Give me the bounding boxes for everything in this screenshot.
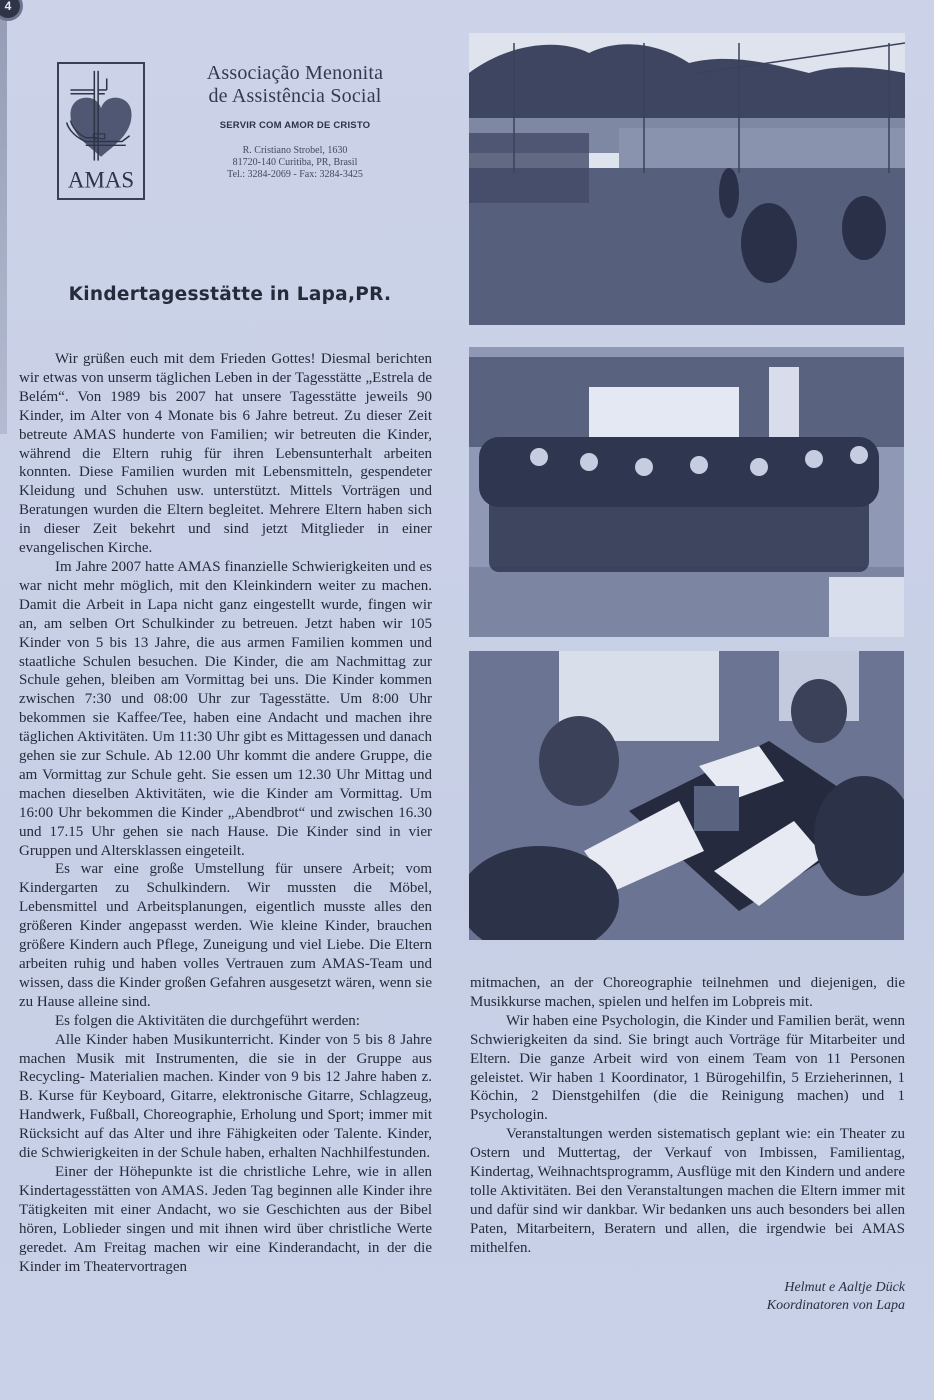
paragraph: Es war eine große Umstellung für unsere Arbeit; vom Kindergarten zu Schulkindern. Wir mussten die Möbel, Lebensmittel und Arbeitsplanungen, eigentlich musste alles den größeren Kinder angepasst werden. Wie kleine Kinder, brauchen größere Kindern auch Pflege, Zuneigung und viel Liebe. Die Eltern arbeiten ruhig und haben volles Vertrauen zum AMAS-Team und wissen, dass die Kinder großen Gefahren ausgesetzt wären, wenn sie zu Hause alleine sind. bbox=[19, 861, 432, 1010]
paragraph: Im Jahre 2007 hatte AMAS finanzielle Schwierigkeiten und es war nicht mehr möglich, mit den Kleinkindern weiter zu machen. Damit die Arbeit in Lapa nicht ganz eingestellt wurde, fingen wir an, am selben Ort Schulkinder zu betreuen. Jetzt haben wir 105 Kinder von 5 bis 13 Jahre, die aus armen Familien kommen und staatliche Schulen besuchen. Die Kinder, die am Nachmittag zur Schule gehen, bleiben am Vormittag bei uns. Die Kinder kommen zwischen 7:30 und 08:00 Uhr zur Tagesstätte. Um 8:00 Uhr bekommen sie Kaffee/Tee, haben eine Andacht und machen ihre täglichen Aktivitäten. Um 11:30 Uhr gibt es Mittagessen und danach gehen sie zur Schule. Ab 12.00 Uhr kommt die andere Gruppe, die am Vormittag zur Schule geht. Sie essen um 12.30 Uhr Mittag und machen dieselben Aktivitäten, wie die Kinder am Vormittag. Um 16:00 Uhr bekommen die Kinder „Abendbrot“ und zwischen 16.30 und 17.15 Uhr gehen sie nach Hause. Die Kinder sind in vier Gruppen und Altersklassen eingeteilt. bbox=[19, 558, 432, 859]
article-right-column bbox=[470, 974, 905, 1258]
paragraph: Es folgen die Aktivitäten die durchgeführt werden: bbox=[55, 1012, 360, 1029]
article-title: Kindertagesstätte in Lapa,PR. bbox=[68, 284, 392, 305]
paragraph: Alle Kinder haben Musikunterricht. Kinder von 5 bis 8 Jahre machen Musik mit Instrumenten, die sie in der Gruppe aus Recycling- Materialien machen. Kinder von 9 bis 12 Jahre haben z. B. Kurse für Keyboard, Gitarre, elektronische Gitarre, Schlagzeug, Handwerk, Fußball, Choreographie, Erholung und Sport; immer mit Rücksicht auf das Alter und ihre Fähigkeiten oder Talente. Kinder, die Schwierigkeiten in der Schule haben, erhalten Nachhilfestunden. bbox=[19, 1031, 432, 1162]
organization-header bbox=[150, 62, 440, 181]
page-edge-bar bbox=[0, 14, 7, 434]
paragraph: Wir haben eine Psychologin, die Kinder und Familien berät, wenn Schwierigkeiten da sind. Sie bringt auch Vorträge für Mitarbeiter und Eltern. Die ganze Arbeit wird von einem Team von 11 Personen geleistet. Wir haben 1 Koordinator, 1 Bürogehilfin, 5 Erzieherinnen, 1 Köchin, 2 Dienstgehilfen (die die Reinigung machen) und 1 Psychologin. bbox=[470, 1012, 905, 1124]
paragraph: Wir grüßen euch mit dem Frieden Gottes! Diesmal berichten wir etwas von unserm täglichen Leben in der Tagesstätte „Estrela de Belém“. Von 1989 bis 2007 hat unsere Tagesstätte jeweils 90 Kinder, im Alter von 4 Monate bis 6 Jahre betreut. Zu dieser Zeit betreute AMAS hunderte von Familien; wir betreuten die Kinder, während die Eltern ruhig für ihren Lebensunterhalt arbeiten konnten. Diese Familien wurden mit Lebensmitteln, gespendeter Kleidung und Schuhen usw. unterstützt. Mittels Vorträgen und Beratungen wurden die Eltern begleitet. Mehrere Eltern haben sich in dieser Zeit bekehrt und sind jetzt Mitglieder in einer evangelischen Kirche. bbox=[19, 351, 432, 557]
amas-logo bbox=[57, 62, 145, 200]
address-street: R. Cristiano Strobel, 1630 bbox=[242, 145, 348, 156]
photo-group-children-image bbox=[469, 347, 904, 637]
page-number-badge: 4 bbox=[0, 0, 20, 18]
svg-text:AMAS: AMAS bbox=[67, 167, 135, 193]
address-phone: Tel.: 3284-2069 - Fax: 3284-3425 bbox=[227, 169, 363, 180]
org-motto: SERVIR COM AMOR DE CRISTO bbox=[219, 120, 371, 131]
article-signature bbox=[600, 1279, 905, 1315]
signature-role: Koordinatoren von Lapa bbox=[766, 1298, 905, 1313]
paragraph: Veranstaltungen werden sistematisch geplant wie: ein Theater zu Ostern und Muttertag, der Verkauf von Imbissen, Familientag, Kindertag, Weihnachtsprogramm, Ausflüge mit den Kindern und andere tolle Aktivitäten. Bei den Veranstaltungen machen die Eltern immer mit und dafür sind wir dankbar. Wir bedanken uns auch besonders bei allen Paten, Mitarbeitern, Beratern und allen, die irgendwie bei AMAS mithelfen. bbox=[470, 1126, 905, 1256]
photo-children-music-table bbox=[469, 651, 904, 940]
photo-children-music-table-image bbox=[469, 651, 904, 940]
cross-heart-hand-icon bbox=[59, 64, 143, 198]
article-left-column bbox=[19, 350, 432, 1276]
org-name-line2: de Assistência Social bbox=[208, 85, 382, 107]
signature-authors: Helmut e Aaltje Dück bbox=[784, 1280, 905, 1295]
photo-outdoor-game-image bbox=[469, 33, 905, 325]
paragraph: Einer der Höhepunkte ist die christliche Lehre, wie in allen Kindertagesstätten von AMAS. Jeden Tag beginnen alle Kinder ihre Tätigkeiten mit einer Andacht, wo sie Geschichten aus der Bibel hören, Loblieder singen und mit ihnen wird über christliche Werte geredet. Am Freitag machen wir eine Kinderandacht, in der die Kinder im Theatervortragen bbox=[19, 1163, 432, 1275]
paragraph-continuation: mitmachen, an der Choreographie teilnehmen und diejenigen, die Musikkurse machen, spielen und helfen im Lobpreis mit. bbox=[470, 975, 905, 1010]
photo-group-children bbox=[469, 347, 904, 637]
address-city: 81720-140 Curitiba, PR, Brasil bbox=[232, 157, 358, 168]
photo-outdoor-game bbox=[469, 33, 905, 325]
org-name-line1: Associação Menonita bbox=[206, 62, 384, 84]
org-address bbox=[150, 145, 440, 181]
